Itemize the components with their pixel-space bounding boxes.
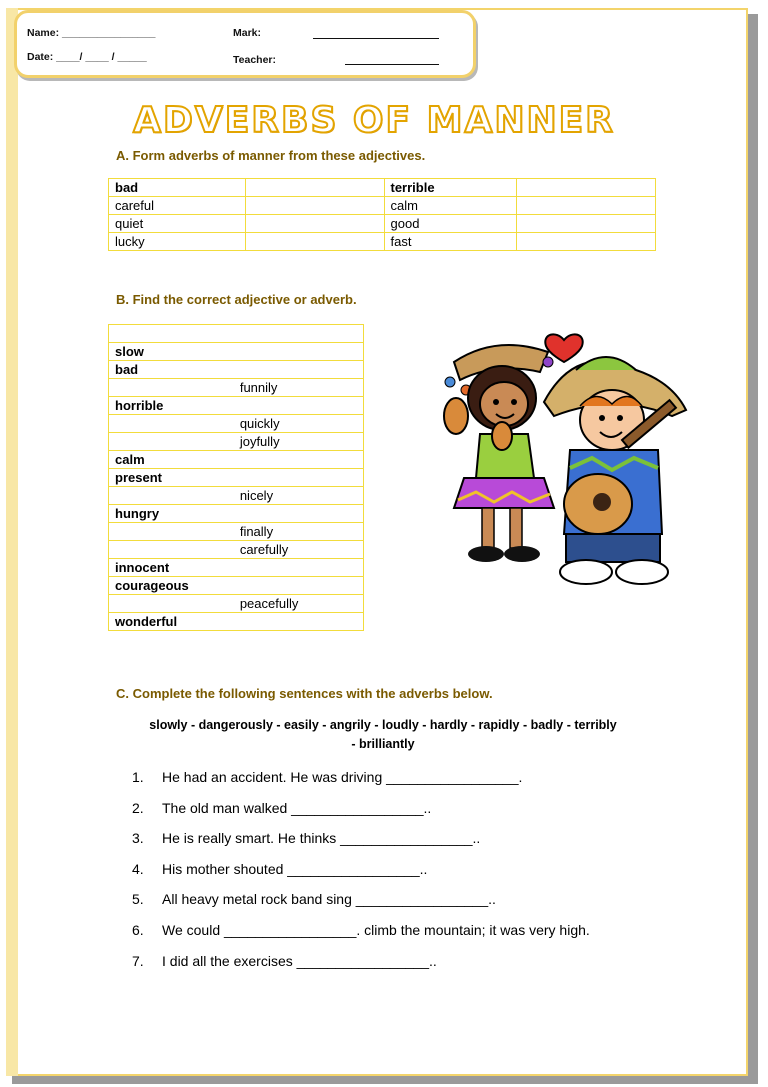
table-cell: careful [109, 197, 246, 215]
table-row [109, 343, 364, 361]
table-row [109, 523, 364, 541]
page-left-strip [6, 8, 18, 1076]
table-cell: bad [109, 179, 246, 197]
item-number: 4. [132, 860, 144, 877]
table-row [109, 233, 656, 251]
adverb-cell: finally [234, 523, 364, 541]
list-item [132, 919, 590, 950]
answer-cell[interactable] [109, 415, 234, 433]
table-cell: calm [384, 197, 517, 215]
adverb-cell: nicely [234, 487, 364, 505]
mark-line [313, 38, 439, 39]
table-row [109, 325, 364, 343]
answer-cell[interactable] [517, 197, 656, 215]
table-row [109, 415, 364, 433]
answer-cell[interactable] [517, 233, 656, 251]
table-row [109, 215, 656, 233]
list-item [132, 858, 590, 889]
answer-cell[interactable] [109, 523, 234, 541]
table-row [109, 595, 364, 613]
header-card [14, 10, 476, 78]
adverb-cell: funnily [234, 379, 364, 397]
item-number: 7. [132, 952, 144, 969]
table-row [109, 469, 364, 487]
table-row [109, 379, 364, 397]
answer-cell[interactable] [109, 379, 234, 397]
table-row [109, 577, 364, 595]
adjective-cell: hungry [109, 505, 364, 523]
adjective-cell: bad [109, 361, 364, 379]
mark-label: Mark: [233, 27, 262, 39]
section-a-heading: A. Form adverbs of manner from these adjectives. [116, 148, 426, 163]
answer-cell[interactable] [517, 179, 656, 197]
sentence-text: All heavy metal rock band sing _________________.. [162, 891, 496, 908]
table-row [109, 505, 364, 523]
adjective-cell: courageous [109, 577, 364, 595]
list-item [132, 950, 590, 981]
adverb-cell: carefully [234, 541, 364, 559]
section-b-heading: B. Find the correct adjective or adverb. [116, 292, 357, 307]
teacher-line [345, 64, 439, 65]
answer-cell[interactable] [245, 179, 384, 197]
answer-cell[interactable] [109, 487, 234, 505]
adverb-cell: peacefully [234, 595, 364, 613]
table-cell [109, 325, 364, 343]
list-item [132, 766, 590, 797]
adjective-cell: innocent [109, 559, 364, 577]
adverb-word-bank [118, 716, 648, 754]
sentence-text: We could _________________. climb the mountain; it was very high. [162, 921, 590, 938]
table-row [109, 433, 364, 451]
adjective-cell: calm [109, 451, 364, 469]
adverb-cell: joyfully [234, 433, 364, 451]
section-b-table [108, 324, 364, 631]
adjective-cell: slow [109, 343, 364, 361]
adverb-cell: quickly [234, 415, 364, 433]
table-row [109, 613, 364, 631]
table-row [109, 541, 364, 559]
table-cell: fast [384, 233, 517, 251]
adverb-list-line: - brilliantly [351, 737, 415, 751]
boy-figure [544, 357, 686, 584]
answer-cell[interactable] [517, 215, 656, 233]
sentence-text: The old man walked _________________.. [162, 799, 432, 816]
table-row [109, 487, 364, 505]
item-number: 3. [132, 830, 144, 847]
sentence-text: His mother shouted _________________.. [162, 860, 428, 877]
date-label: Date: ____/ ____ / _____ [27, 51, 147, 63]
adjective-cell: present [109, 469, 364, 487]
adverb-list-line: slowly - dangerously - easily - angrily - loudly - hardly - rapidly - badly - terribly [149, 718, 617, 732]
kids-music-illustration [436, 318, 692, 594]
answer-cell[interactable] [109, 595, 234, 613]
table-row [109, 179, 656, 197]
name-label: Name: ________________ [27, 27, 156, 39]
teacher-label: Teacher: [233, 54, 276, 66]
table-row [109, 397, 364, 415]
table-cell: terrible [384, 179, 517, 197]
answer-cell[interactable] [245, 215, 384, 233]
table-row [109, 451, 364, 469]
answer-cell[interactable] [245, 197, 384, 215]
answer-cell[interactable] [245, 233, 384, 251]
table-cell: quiet [109, 215, 246, 233]
item-number: 6. [132, 921, 144, 938]
item-number: 2. [132, 799, 144, 816]
answer-cell[interactable] [109, 433, 234, 451]
sentence-text: He had an accident. He was driving _________________. [162, 769, 523, 785]
table-cell: lucky [109, 233, 246, 251]
sentence-list [132, 766, 590, 980]
list-item [132, 888, 590, 919]
table-row [109, 361, 364, 379]
answer-cell[interactable] [109, 541, 234, 559]
table-cell: good [384, 215, 517, 233]
adjective-cell: horrible [109, 397, 364, 415]
list-item [132, 797, 590, 828]
section-c-heading: C. Complete the following sentences with the adverbs below. [116, 686, 493, 701]
section-a-table [108, 178, 656, 251]
sentence-text: He is really smart. He thinks _________________.. [162, 830, 481, 847]
page-title: ADVERBS OF MANNER [133, 100, 615, 141]
table-row [109, 559, 364, 577]
sentence-text: I did all the exercises _________________.. [162, 952, 437, 969]
adjective-cell: wonderful [109, 613, 364, 631]
girl-figure [444, 345, 554, 562]
list-item [132, 827, 590, 858]
table-row [109, 197, 656, 215]
item-number: 5. [132, 891, 144, 908]
item-number: 1. [132, 769, 144, 785]
